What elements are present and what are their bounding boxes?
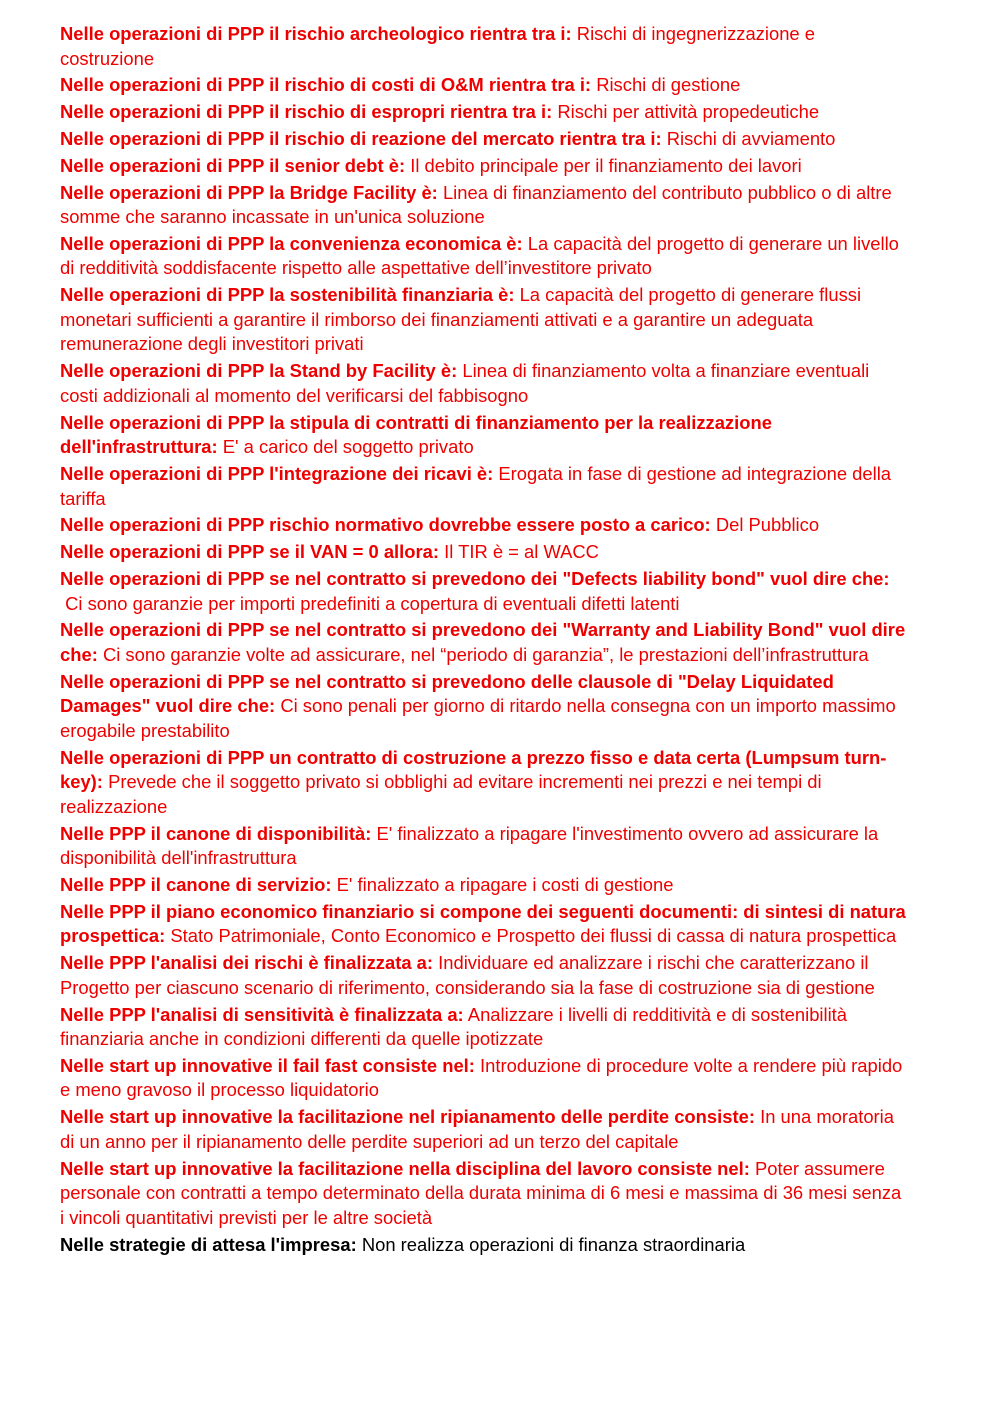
answer-text: Individuare ed analizzare i rischi che caratterizzano il Progetto per ciascuno scenario di riferimento, considerando sia la fase di costruzione sia di gestione [60, 952, 875, 998]
answer-text: Erogata in fase di gestione ad integrazione della tariffa [60, 462, 892, 509]
qa-entry [60, 359, 910, 408]
answer-text: Rischi di gestione [596, 74, 741, 96]
qa-entry [60, 567, 910, 616]
question-text: Nelle operazioni di PPP se nel contratto si prevedono dei "Defects liability bond" vuol dire che: [60, 567, 890, 589]
qa-entry [60, 1054, 910, 1103]
qa-entry [60, 73, 910, 98]
question-text: Nelle operazioni di PPP un contratto di costruzione a prezzo fisso e data certa (Lumpsum turn-key): [60, 746, 887, 793]
qa-entry [60, 232, 910, 281]
answer-text: Analizzare i livelli di redditività e di sostenibilità finanziaria anche in condizioni differenti da quelle ipotizzate [60, 1003, 848, 1050]
answer-text: Introduzione di procedure volte a rendere più rapido e meno gravoso il processo liquidatorio [60, 1054, 903, 1101]
question-text: Nelle start up innovative la facilitazione nel ripianamento delle perdite consiste: [60, 1106, 755, 1128]
answer-text: E' a carico del soggetto privato [222, 436, 474, 458]
question-text: Nelle operazioni di PPP il rischio di espropri rientra tra i: [60, 101, 553, 123]
qa-entry [60, 513, 910, 538]
qa-entry [60, 951, 910, 1000]
answer-text: In una moratoria di un anno per il ripianamento delle perdite superiori ad un terzo del capitale [60, 1106, 894, 1152]
answer-text: E' finalizzato a ripagare i costi di gestione [336, 873, 674, 895]
answer-text: Linea di finanziamento volta a finanziare eventuali costi addizionali al momento del verificarsi del fabbisogno [60, 360, 870, 406]
question-text: Nelle PPP il canone di disponibilità: [60, 822, 372, 844]
question-text: Nelle operazioni di PPP il senior debt è: [60, 154, 406, 176]
question-text: Nelle operazioni di PPP se nel contratto si prevedono delle clausole di "Delay Liquidated Damages" vuol dire che: [60, 670, 834, 717]
qa-entry [60, 1157, 910, 1231]
qa-entry [60, 154, 910, 179]
answer-text: Il TIR è = al WACC [444, 541, 599, 563]
qa-entry [60, 22, 910, 71]
answer-text: E' finalizzato a ripagare l'investimento ovvero ad assicurare la disponibilità dell'infrastruttura [60, 822, 879, 869]
qa-entry [60, 618, 910, 667]
answer-text: Ci sono garanzie per importi predefiniti a copertura di eventuali difetti latenti [65, 592, 680, 614]
qa-entry [60, 1003, 910, 1052]
qa-entry [60, 181, 910, 230]
question-text: Nelle operazioni di PPP l'integrazione dei ricavi è: [60, 462, 494, 484]
question-text: Nelle PPP l'analisi di sensitività è finalizzata a: [60, 1003, 464, 1025]
answer-text: Rischi di avviamento [666, 127, 836, 149]
qa-entry [60, 670, 910, 744]
qa-entry [60, 746, 910, 820]
question-text: Nelle operazioni di PPP il rischio di reazione del mercato rientra tra i: [60, 127, 662, 149]
answer-text: Rischi di ingegnerizzazione e costruzione [60, 23, 815, 69]
qa-entry [60, 1105, 910, 1154]
qa-entry [60, 900, 910, 949]
answer-text: La capacità del progetto di generare un livello di redditività soddisfacente rispetto alle aspettative dell’investitore privato [60, 232, 899, 279]
answer-text: La capacità del progetto di generare flussi monetari sufficienti a garantire il rimborso dei finanziamenti attivati e a garantire un adeguata remunerazione degli investitori privati [60, 284, 862, 355]
question-text: Nelle PPP il piano economico finanziario si compone dei seguenti documenti: di sintesi di natura prospettica: [60, 900, 906, 947]
answer-text: Prevede che il soggetto privato si obblighi ad evitare incrementi nei prezzi e nei tempi di realizzazione [60, 771, 822, 817]
answer-text: Del Pubblico [715, 514, 820, 536]
question-text: Nelle start up innovative il fail fast consiste nel: [60, 1054, 475, 1076]
question-text: Nelle operazioni di PPP la stipula di contratti di finanziamento per la realizzazione dell'infrastruttura: [60, 411, 772, 458]
answer-text: Linea di finanziamento del contributo pubblico o di altre somme che saranno incassate in un'unica soluzione [60, 181, 892, 228]
answer-text: Ci sono penali per giorno di ritardo nella consegna con un importo massimo erogabile prestabilito [60, 695, 896, 741]
question-text: Nelle PPP il canone di servizio: [60, 873, 332, 895]
answer-text: Stato Patrimoniale, Conto Economico e Prospetto dei flussi di cassa di natura prospettica [170, 925, 897, 947]
qa-entry [60, 1233, 910, 1258]
answer-text: Poter assumere personale con contratti a tempo determinato della durata minima di 6 mesi e massima di 36 mesi senza i vincoli quantitativi previsti per le altre società [60, 1157, 902, 1228]
question-text: Nelle operazioni di PPP la Stand by Facility è: [60, 360, 458, 382]
qa-entry [60, 100, 910, 125]
question-text: Nelle start up innovative la facilitazione nella disciplina del lavoro consiste nel: [60, 1157, 750, 1179]
answer-text: Ci sono garanzie volte ad assicurare, nel “periodo di garanzia”, le prestazioni dell’infrastruttura [102, 643, 869, 665]
question-text: Nelle PPP l'analisi dei rischi è finalizzata a: [60, 952, 434, 974]
answer-text: Il debito principale per il finanziamento dei lavori [410, 154, 802, 176]
qa-entry [60, 873, 910, 898]
qa-entry [60, 822, 910, 871]
answer-text: Non realizza operazioni di finanza straordinaria [361, 1233, 746, 1255]
question-text: Nelle operazioni di PPP il rischio archeologico rientra tra i: [60, 23, 572, 44]
question-text: Nelle operazioni di PPP la convenienza economica è: [60, 232, 523, 254]
question-text: Nelle operazioni di PPP la Bridge Facility è: [60, 181, 438, 203]
question-text: Nelle operazioni di PPP il rischio di costi di O&M rientra tra i: [60, 74, 592, 96]
qa-entry [60, 411, 910, 460]
qa-entry [60, 462, 910, 511]
qa-entry [60, 540, 910, 565]
question-text: Nelle strategie di attesa l'impresa: [60, 1233, 357, 1255]
question-text: Nelle operazioni di PPP rischio normativo dovrebbe essere posto a carico: [60, 514, 711, 536]
question-text: Nelle operazioni di PPP la sostenibilità finanziaria è: [60, 284, 515, 306]
qa-entry [60, 283, 910, 357]
qa-entry [60, 127, 910, 152]
question-text: Nelle operazioni di PPP se nel contratto si prevedono dei "Warranty and Liability Bond" vuol dire che: [60, 619, 906, 665]
question-text: Nelle operazioni di PPP se il VAN = 0 allora: [60, 541, 440, 563]
qa-document [60, 22, 910, 1259]
answer-text: Rischi per attività propedeutiche [557, 101, 820, 123]
